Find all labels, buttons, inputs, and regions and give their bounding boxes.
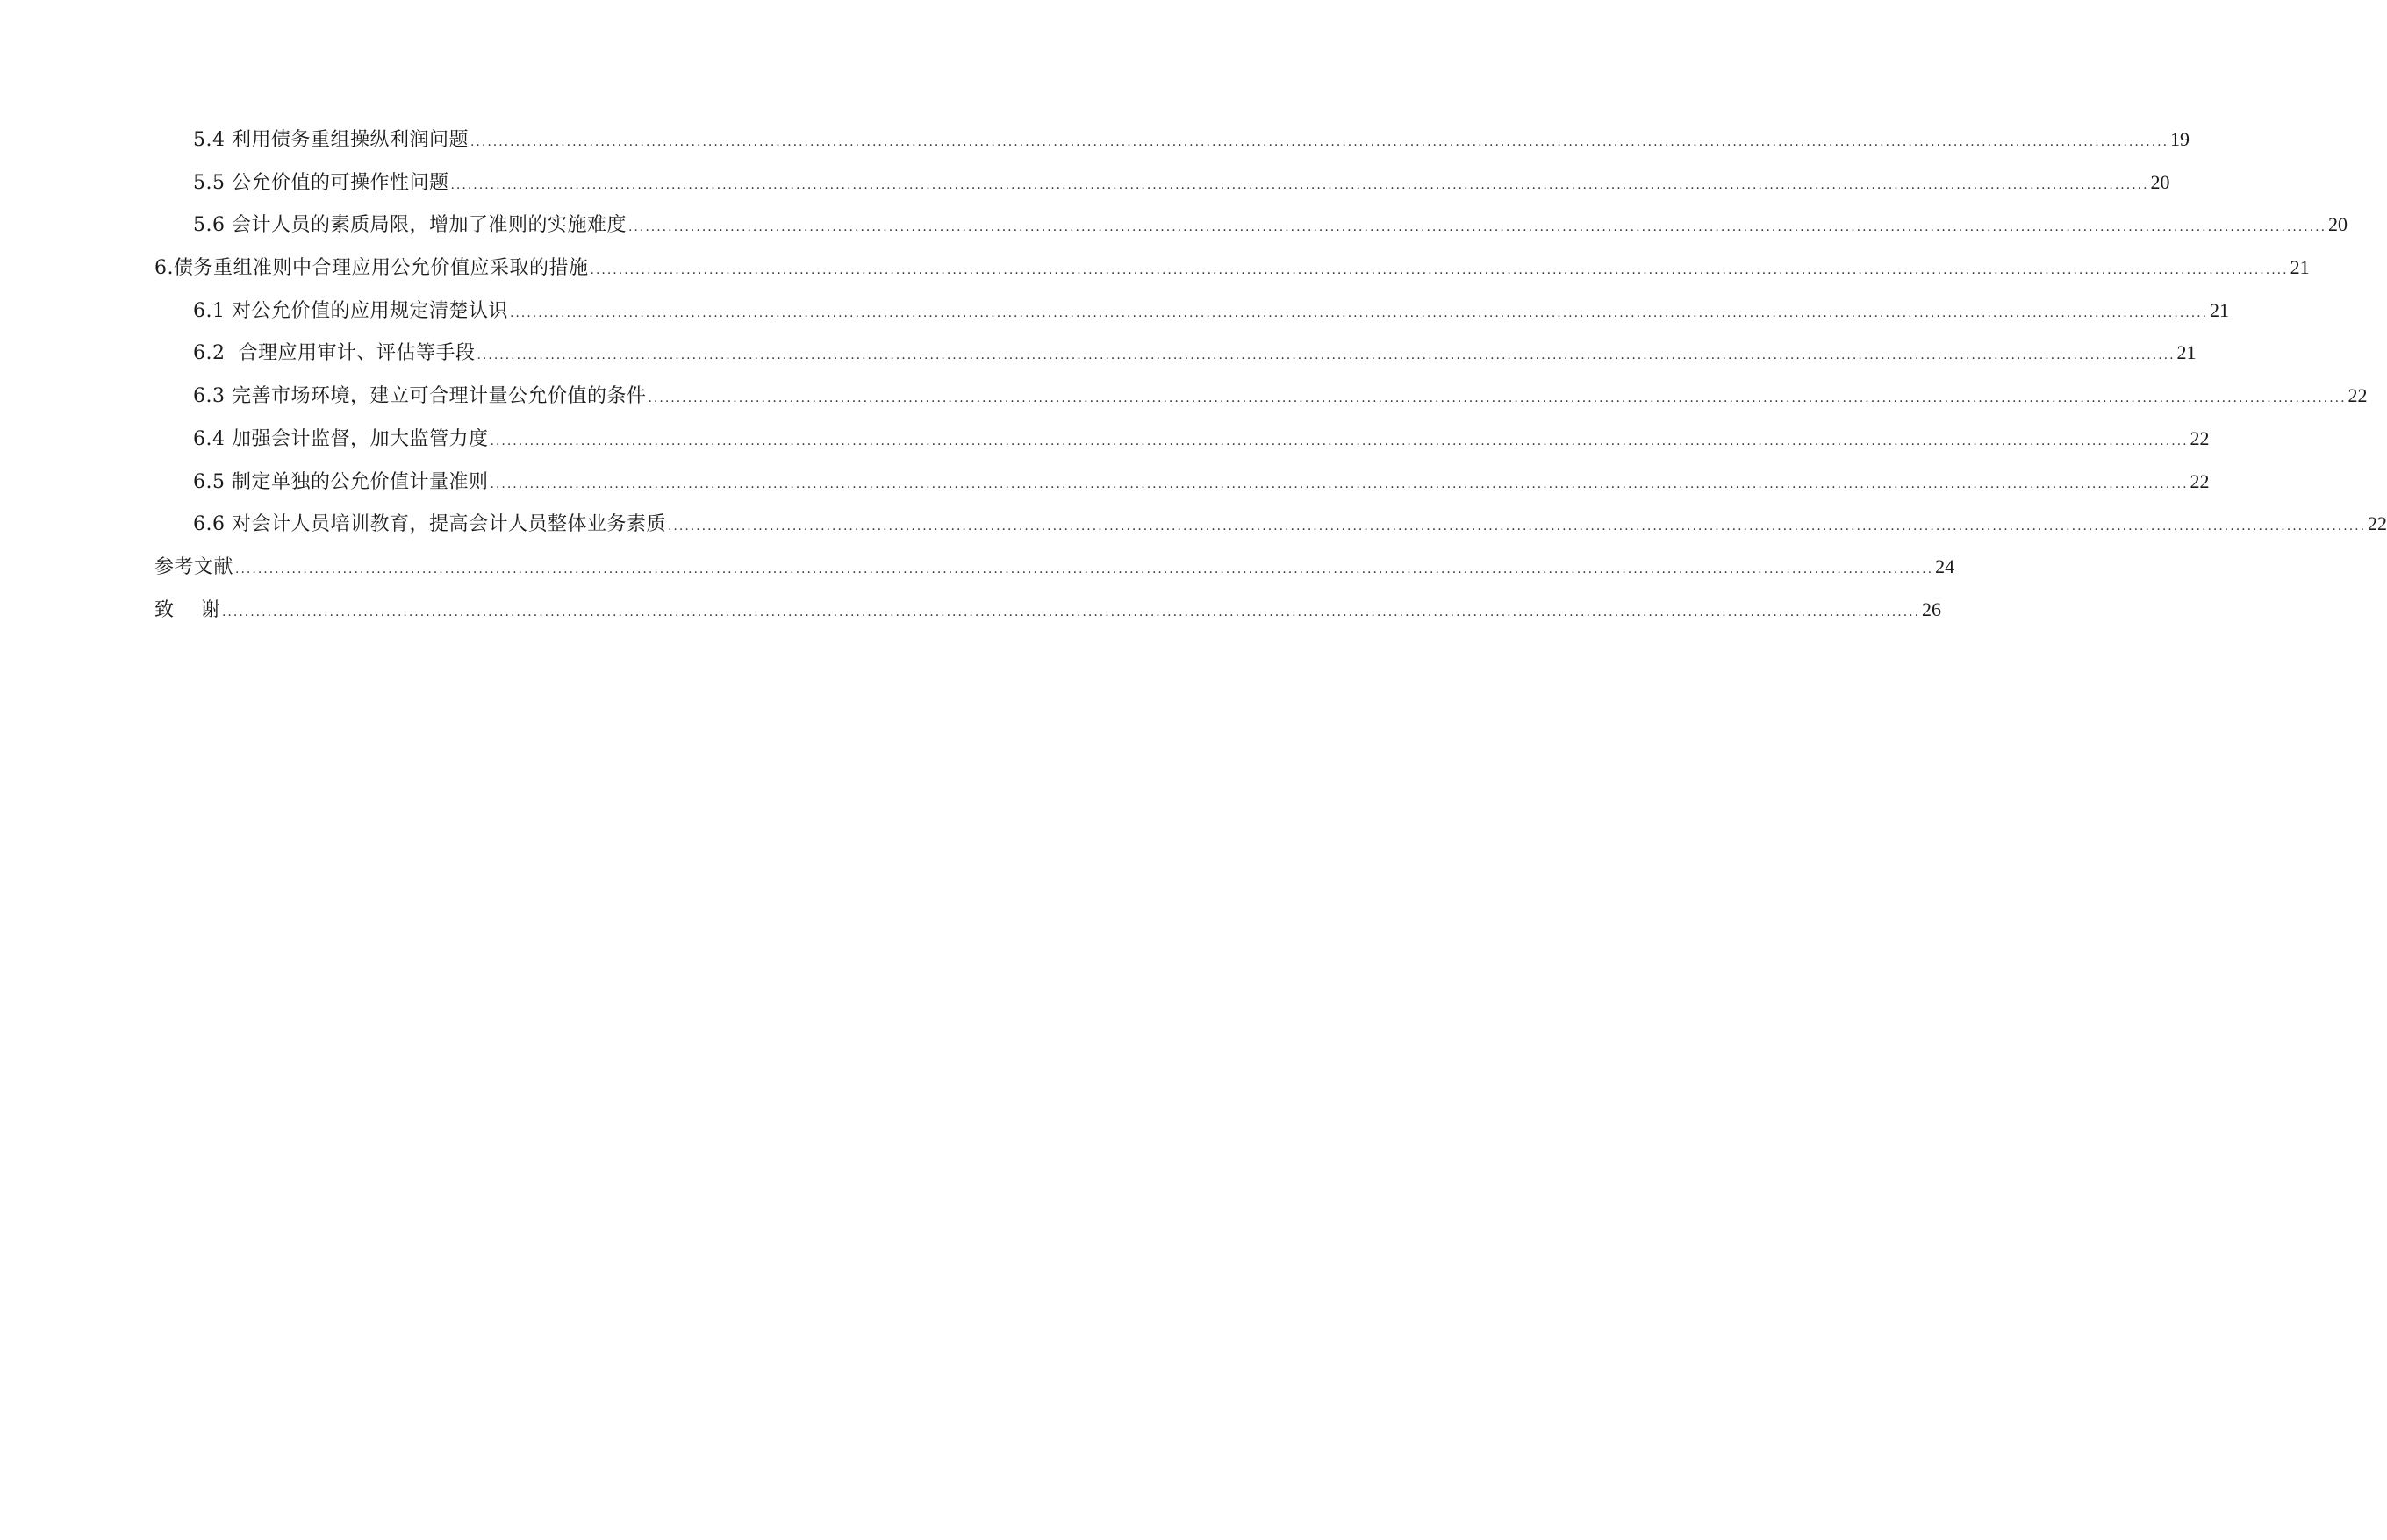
toc-dot-leader: ............................................................................................................................................................................................................................................................................................................ (627, 220, 2327, 235)
toc-dot-leader: ............................................................................................................................................................................................................................................................................................................ (235, 562, 1934, 577)
toc-entry-6-5[interactable] (0, 469, 2210, 512)
toc-dot-leader: ............................................................................................................................................................................................................................................................................................................ (509, 305, 2209, 320)
toc-entry-page: 22 (2368, 512, 2387, 535)
toc-entry-title: 致 谢 (154, 598, 220, 621)
toc-entry-title: 6.1 对公允价值的应用规定清楚认识 (193, 299, 508, 322)
toc-entry-5-6[interactable] (0, 211, 2348, 254)
table-of-contents (0, 126, 2387, 639)
toc-entry-6-6[interactable] (0, 511, 2387, 554)
toc-dot-leader: ............................................................................................................................................................................................................................................................................................................ (490, 476, 2189, 491)
toc-entry-6-1[interactable] (0, 297, 2230, 340)
toc-entry-title: 6.债务重组准则中合理应用公允价值应采取的措施 (154, 257, 589, 280)
toc-entry-page: 22 (2348, 384, 2368, 407)
toc-entry-6-4[interactable] (0, 426, 2210, 469)
toc-entry-acknowledgements[interactable] (0, 597, 1942, 640)
toc-entry-title: 参考文献 (154, 555, 234, 578)
toc-entry-page: 22 (2190, 469, 2210, 492)
toc-entry-title: 6.6 对会计人员培训教育，提高会计人员整体业务素质 (193, 513, 666, 536)
toc-entry-page: 20 (2150, 170, 2170, 193)
toc-entry-page: 21 (2290, 256, 2310, 279)
toc-entry-title: 6.4 加强会计监督，加大监管力度 (193, 427, 489, 450)
toc-entry-references[interactable] (0, 554, 1955, 597)
toc-dot-leader: ............................................................................................................................................................................................................................................................................................................ (490, 433, 2189, 448)
toc-entry-page: 22 (2190, 426, 2210, 449)
toc-dot-leader: ............................................................................................................................................................................................................................................................................................................ (648, 391, 2347, 406)
toc-entry-page: 19 (2170, 128, 2190, 150)
toc-dot-leader: ............................................................................................................................................................................................................................................................................................................ (667, 519, 2367, 534)
toc-dot-leader: ............................................................................................................................................................................................................................................................................................................ (477, 348, 2176, 363)
toc-dot-leader: ............................................................................................................................................................................................................................................................................................................ (470, 135, 2169, 149)
toc-dot-leader: ............................................................................................................................................................................................................................................................................................................ (450, 177, 2149, 192)
toc-entry-title: 5.6 会计人员的素质局限，增加了准则的实施难度 (193, 214, 627, 237)
toc-entry-page: 24 (1935, 555, 1955, 577)
toc-entry-5-4[interactable] (0, 126, 2190, 169)
toc-entry-title: 5.4 利用债务重组操纵利润问题 (193, 129, 469, 151)
toc-entry-title: 6.3 完善市场环境，建立可合理计量公允价值的条件 (193, 385, 647, 408)
toc-entry-page: 26 (1922, 598, 1942, 620)
toc-entry-page: 21 (2176, 341, 2197, 364)
toc-entry-title: 5.5 公允价值的可操作性问题 (193, 171, 449, 194)
toc-entry-6[interactable] (0, 254, 2310, 297)
toc-entry-title: 6.5 制定单独的公允价值计量准则 (193, 470, 489, 493)
toc-entry-6-3[interactable] (0, 383, 2368, 426)
toc-entry-6-2[interactable] (0, 340, 2197, 383)
toc-dot-leader: ............................................................................................................................................................................................................................................................................................................ (590, 263, 2289, 278)
toc-entry-title: 6.2 合理应用审计、评估等手段 (193, 342, 476, 365)
toc-entry-page: 21 (2210, 298, 2230, 321)
toc-entry-page: 20 (2328, 213, 2348, 236)
toc-entry-5-5[interactable] (0, 169, 2170, 212)
toc-dot-leader: ............................................................................................................................................................................................................................................................................................................ (221, 605, 1921, 620)
